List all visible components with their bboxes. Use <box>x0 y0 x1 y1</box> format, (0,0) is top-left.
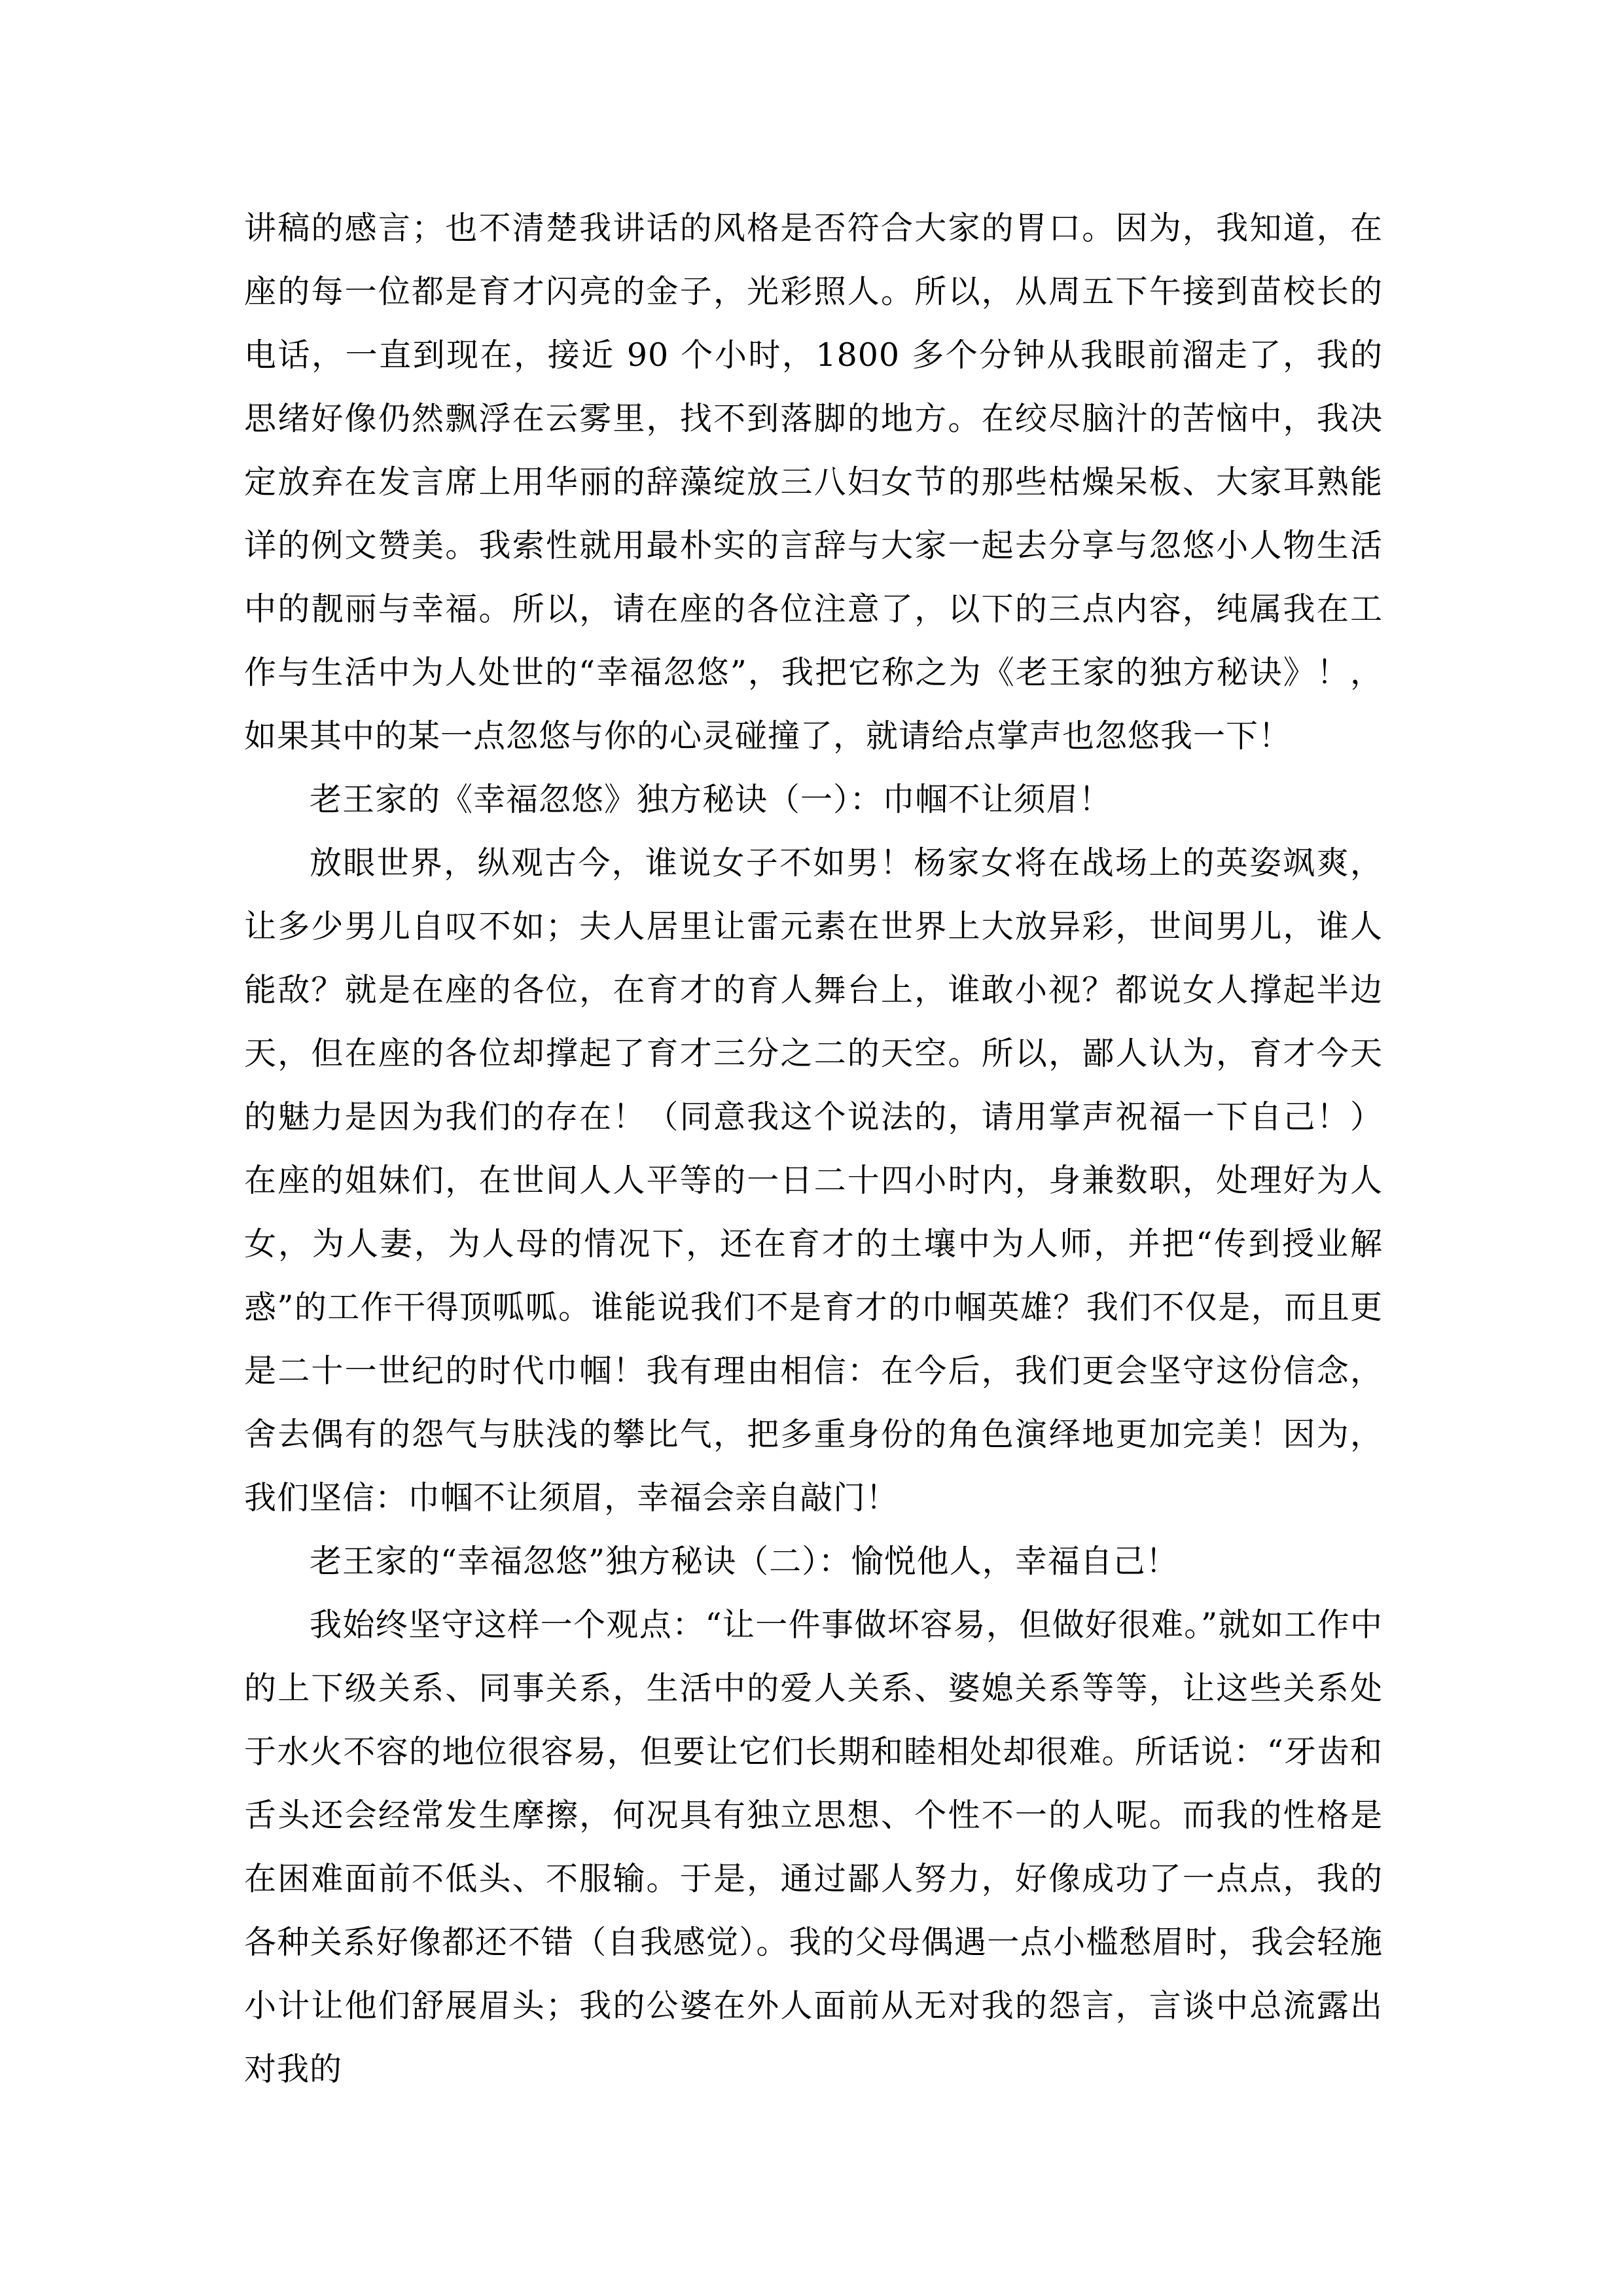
document-body <box>244 196 1383 2101</box>
section-heading-two: 老王家的“幸福忽悠”独方秘诀（二）：愉悦他人，幸福自己！ <box>310 1543 1179 1580</box>
paragraph-intro-continuation: 讲稿的感言；也不清楚我讲话的风格是否符合大家的胃口。因为，我知道，在座的每一位都是育才闪亮的金子，光彩照人。所以，从周五下午接到苗校长的电话，一直到现在，接近 90 个小时，1800 多个分钟从我眼前溜走了，我的思绪好像仍然飘浮在云雾里，找不到落脚的地方。在绞尽脑汁的苦恼中，我决定放弃在发言席上用华丽的辞藻绽放三八妇女节的那些枯燥呆板、大家耳熟能详的例文赞美。我索性就用最朴实的言辞与大家一起去分享与忽悠小人物生活中的靓丽与幸福。所以，请在座的各位注意了，以下的三点内容，纯属我在工作与生活中为人处世的“幸福忽悠”，我把它称之为《老王家的独方秘诀》！，如果其中的某一点忽悠与你的心灵碰撞了，就请给点掌声也忽悠我一下！ <box>244 209 1383 755</box>
paragraph-section-one: 放眼世界，纵观古今，谁说女子不如男！杨家女将在战场上的英姿飒爽，让多少男儿自叹不如；夫人居里让雷元素在世界上大放异彩，世间男儿，谁人能敌？就是在座的各位，在育才的育人舞台上，谁敢小视？都说女人撑起半边天，但在座的各位却撑起了育才三分之二的天空。所以，鄙人认为，育才今天的魅力是因为我们的存在！（同意我这个说法的，请用掌声祝福一下自己！）在座的姐妹们，在世间人人平等的一日二十四小时内，身兼数职，处理好为人女，为人妻，为人母的情况下，还在育才的土壤中为人师，并把“传到授业解惑”的工作干得顶呱呱。谁能说我们不是育才的巾帼英雄？我们不仅是，而且更是二十一世纪的时代巾帼！我有理由相信：在今后，我们更会坚守这份信念，舍去偶有的怨气与肤浅的攀比气，把多重身份的角色演绎地更加完美！因为，我们坚信：巾帼不让须眉，幸福会亲自敲门！ <box>244 844 1383 1516</box>
paragraph-section-two: 我始终坚守这样一个观点：“让一件事做坏容易，但做好很难。”就如工作中的上下级关系、同事关系，生活中的爱人关系、婆媳关系等等，让这些关系处于水火不容的地位很容易，但要让它们长期和睦相处却很难。所话说：“牙齿和舌头还会经常发生摩擦，何况具有独立思想、个性不一的人呢。而我的性格是在困难面前不低头、不服输。于是，通过鄙人努力，好像成功了一点点，我的各种关系好像都还不错（自我感觉）。我的父母偶遇一点小槛愁眉时，我会轻施小计让他们舒展眉头；我的公婆在外人面前从无对我的怨言，言谈中总流露出对我的 <box>244 1606 1383 2088</box>
section-heading-one: 老王家的《幸福忽悠》独方秘诀（一）：巾帼不让须眉！ <box>310 781 1112 818</box>
